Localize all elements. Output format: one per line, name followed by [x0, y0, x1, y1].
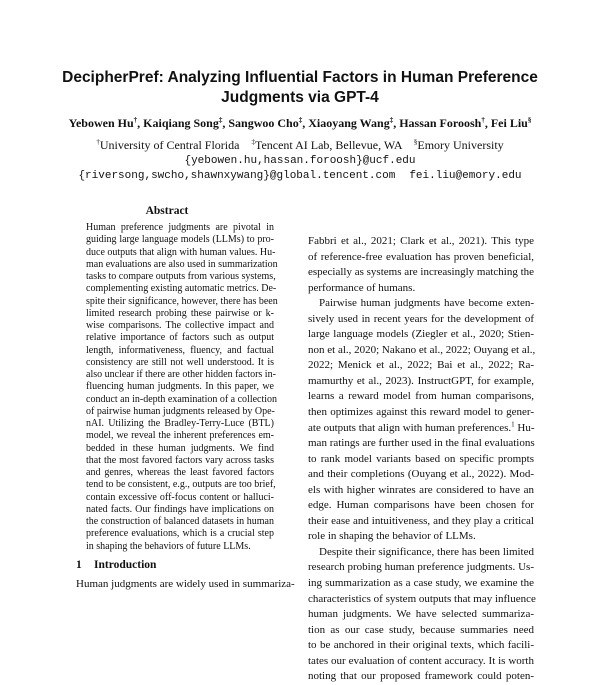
author: Fei Liu§ — [490, 116, 532, 130]
text-line: in shaping the behaviors of future LLMs. — [86, 540, 251, 552]
text-line: Fabbri et al., 2021; Clark et al., 2021). This type — [308, 235, 534, 247]
paper-title-system-name: DecipherPref — [62, 69, 159, 86]
affiliation: ‡Tencent AI Lab, Bellevue, WA — [251, 138, 402, 152]
text-line: ate outputs that align with human preferences.$^1$ Hu- — [308, 419, 535, 434]
author: Kaiqiang Song‡ — [143, 116, 223, 130]
text-line: human judgments. We have selected summariza- — [308, 608, 534, 621]
affiliation-list — [20, 138, 580, 153]
text-line: tasks to compare outputs from various systems, — [86, 271, 276, 282]
paper-title-rest: : Analyzing Influential Factors in Human Preference — [158, 69, 538, 86]
author: Sangwoo Cho‡ — [228, 116, 303, 130]
section-number: 1 — [76, 559, 82, 571]
text-line: Despite their significance, there has been limited — [319, 545, 534, 558]
text-line: edge. Human comparisons have been chosen for — [308, 499, 534, 512]
text-line: model, we reveal the inherent preferences em- — [86, 430, 274, 442]
email-line-1: {yebowen.hu,hassan.foroosh}@ucf.edu — [184, 155, 416, 167]
text-line: complementing existing automatic metrics. De- — [86, 283, 277, 295]
affiliation: §Emory University — [413, 138, 504, 152]
text-line: duce outputs that align with human values. Hu- — [86, 246, 276, 258]
text-line: fluencing human judgments. In this paper, we — [86, 381, 274, 393]
text-line: to be anchored in their original texts, which facili- — [308, 639, 534, 652]
text-line: contain excessive off-focus content or halluci- — [86, 491, 274, 503]
footnote-marker: 1 — [511, 419, 515, 428]
text-line: consistency are still not well understood. It is — [86, 356, 274, 368]
author: Hassan Foroosh† — [399, 116, 485, 130]
text-line: relative importance of factors such as output — [86, 332, 274, 344]
email-line-2 — [20, 170, 580, 182]
text-line: then optimizes against this reward model to gener- — [308, 406, 534, 419]
text-line: tend to be consistent, e.g., outputs are too brief, — [86, 479, 276, 491]
text-line: mamurthy et al., 2023). InstructGPT, for example, — [308, 374, 534, 387]
text-line: and genres, whereas the least favored factors — [86, 467, 274, 478]
text-line: nAI. Utilizing the Bradley-Terry-Luce (BTL) — [86, 418, 274, 429]
introduction-left-column — [76, 577, 295, 593]
text-line: to rank model variants based on specific prompts — [308, 452, 534, 465]
email-tencent: {riversong,swcho,shawnxywang}@global.tencent.com — [78, 170, 396, 182]
author: Xiaoyang Wang‡ — [308, 116, 394, 130]
text-line: 2022; Menick et al., 2022; Bai et al., 2022; Ra- — [308, 359, 534, 372]
text-line: Pairwise human judgments have become exten- — [319, 297, 534, 310]
text-line: limited research probing these pairwise or k- — [86, 307, 274, 319]
text-line: Human preference judgments are pivotal in — [86, 222, 274, 233]
text-line: performance of humans. — [308, 281, 416, 294]
text-line: and their completions (Ouyang et al., 2022). Mod- — [308, 468, 534, 481]
abstract-heading: Abstract — [145, 205, 189, 217]
text-line: learns a reward model from human comparisons, — [308, 390, 534, 403]
text-line: tion as our case study, because summaries need — [308, 623, 534, 636]
text-line: sively used in recent years for the development of — [308, 312, 534, 325]
text-line: characteristics of system outputs that may influence — [308, 592, 536, 605]
introduction-right-column — [308, 234, 534, 685]
text-line: their ease and intuitiveness, and they play a critical — [308, 514, 534, 527]
text-line: tates our evaluation of content accuracy. It is worth — [308, 654, 534, 667]
text-line: role in shaping the behavior of LLMs. — [308, 530, 476, 543]
text-line: of reference-free evaluation has proven beneficial, — [308, 250, 534, 263]
text-line: research probing human preference judgments. Us- — [308, 561, 534, 574]
text-line: conduct an in-depth examination of a collection — [86, 393, 278, 405]
text-line: bedded in these human judgments. We find — [86, 442, 274, 454]
text-line: length, informativeness, fluency, and factual — [86, 344, 274, 356]
text-line: ing summarization as a case study, we examine the — [308, 577, 534, 590]
text-line: wise comparisons. The collective impact and — [86, 320, 274, 331]
text-line: also unclear if there are other hidden factors in- — [86, 369, 276, 380]
text-line: non et al., 2020; Nakano et al., 2022; Ouyang et al., — [308, 343, 536, 356]
text-line: guiding large language models (LLMs) to pro- — [86, 234, 274, 246]
text-line: the construction of balanced datasets in human — [86, 516, 274, 527]
paper-title-line-1 — [40, 68, 560, 87]
text-line: spite their significance, however, there has been — [86, 295, 278, 307]
text-line: nated facts. Our findings have implications on — [86, 503, 274, 515]
author: Yebowen Hu† — [68, 116, 138, 130]
text-line: especially as systems are increasingly matching the — [308, 266, 535, 279]
text-line: man evaluations are also used in summarization — [86, 258, 278, 270]
text-line: that the most favored factors vary across tasks — [86, 454, 274, 466]
paper-title-line-2: Judgments via GPT-4 — [221, 89, 379, 106]
email-emory: fei.liu@emory.edu — [409, 170, 522, 182]
section-title: Introduction — [94, 559, 157, 571]
affiliation: †University of Central Florida — [96, 138, 240, 152]
text-line: man ratings are further used in the final evaluations — [308, 437, 535, 450]
text-line: noting that our proposed framework could poten- — [308, 670, 534, 683]
text-line: els with higher winrates are considered to have an — [308, 483, 534, 496]
abstract-body — [86, 222, 278, 553]
text-line: of pairwise human judgments released by Ope- — [86, 405, 275, 417]
text-line: Human judgments are widely used in summariza- — [76, 578, 295, 590]
section-heading-introduction — [76, 559, 156, 571]
text-line: preference evaluations, which is a crucial step — [86, 528, 274, 540]
author-list: Yebowen Hu†, Kaiqiang Song‡, Sangwoo Cho‡, Xiaoyang Wang‡, Hassan Foroosh†, Fei Liu§ — [68, 116, 532, 130]
text-line: large language models (Ziegler et al., 2020; Stien- — [308, 328, 534, 341]
